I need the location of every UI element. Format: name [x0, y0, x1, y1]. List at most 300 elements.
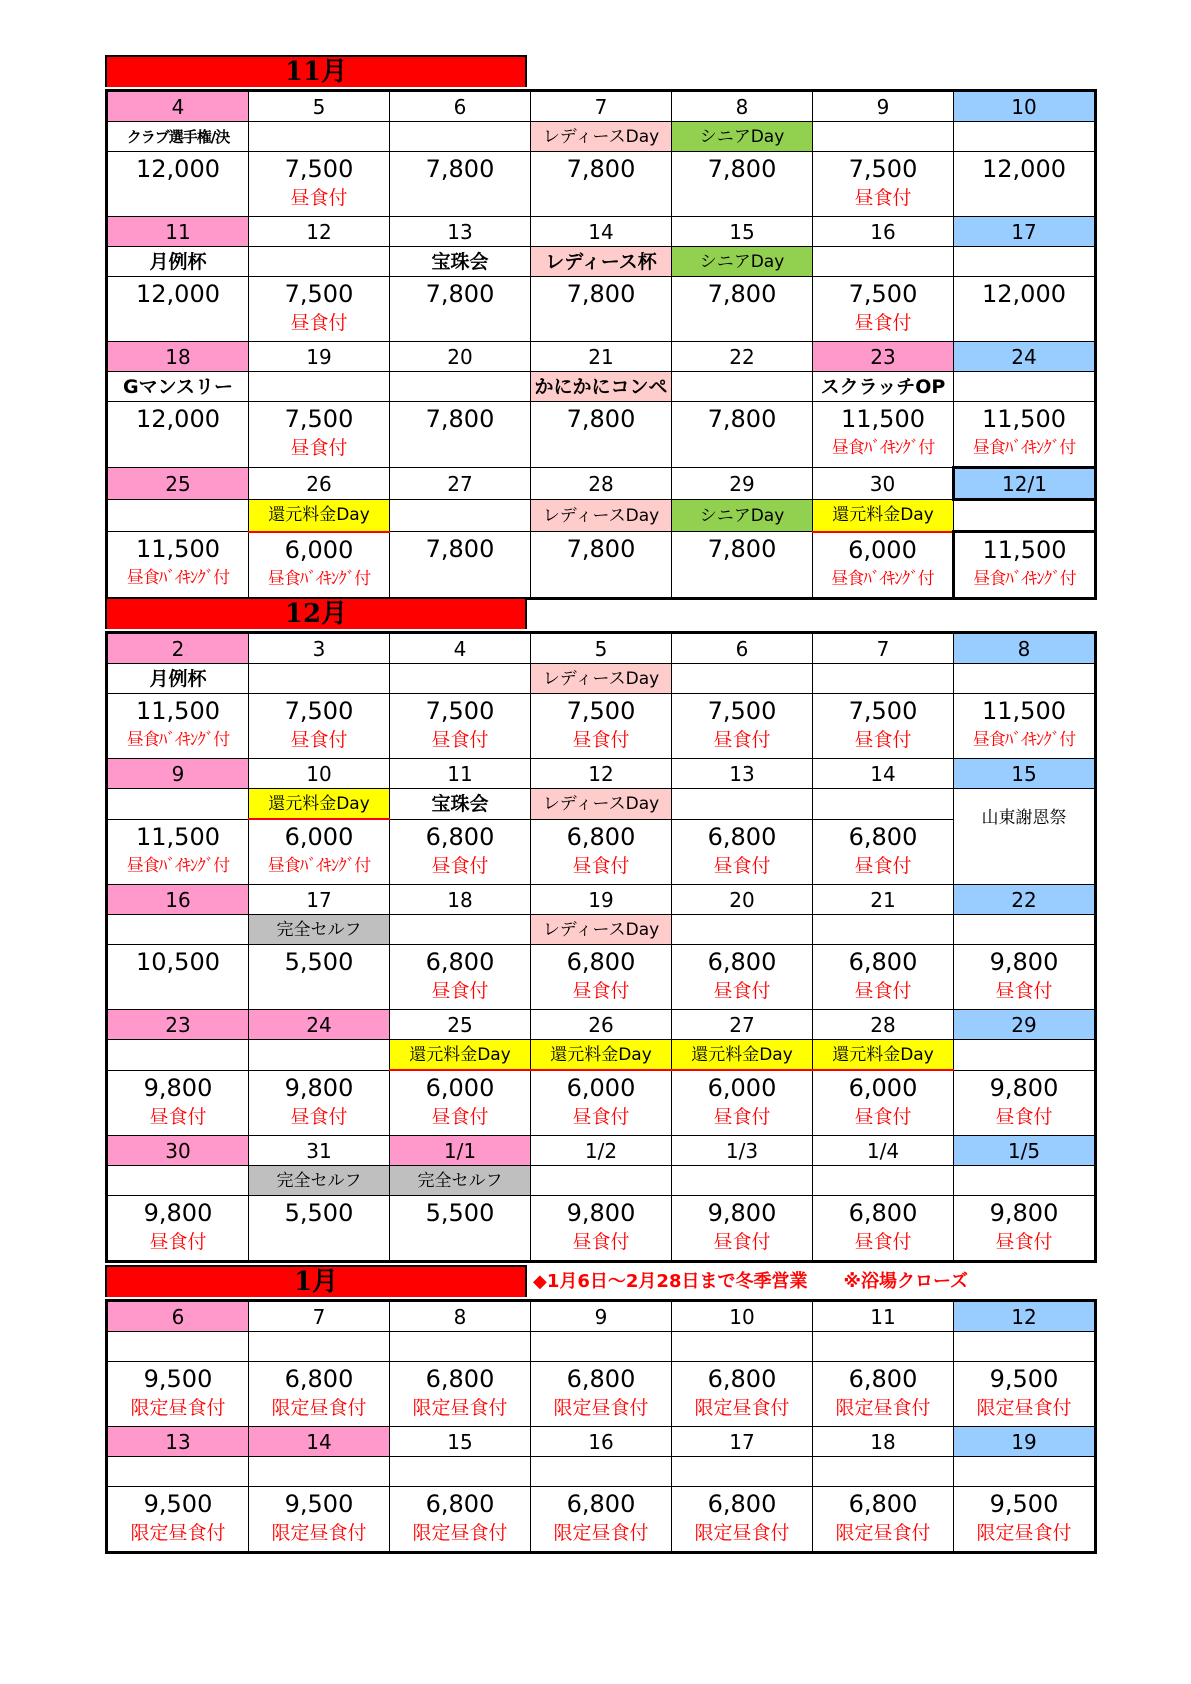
price-note: 限定昼食付 — [976, 1397, 1072, 1419]
event-cell — [390, 372, 531, 402]
event-cell — [672, 1457, 813, 1487]
price-note: 昼食ﾊﾞｲｷﾝｸﾞ付 — [126, 568, 230, 588]
event-cell — [954, 1040, 1096, 1071]
table-row — [107, 152, 1096, 217]
price-value: 6,800 — [848, 1490, 918, 1518]
event-cell: レディースDay — [531, 915, 672, 945]
price-cell — [249, 1487, 390, 1553]
event-cell — [813, 1166, 954, 1196]
price-note: 限定昼食付 — [835, 1397, 931, 1419]
event-cell: 還元料金Day — [672, 1040, 813, 1071]
date-cell: 29 — [672, 468, 813, 500]
date-cell: 6 — [107, 1301, 249, 1332]
date-cell: 28 — [813, 1010, 954, 1040]
price-note: 昼食付 — [995, 980, 1053, 1002]
table-row — [107, 1332, 1096, 1362]
price-cell — [531, 1070, 672, 1136]
event-cell — [107, 915, 249, 945]
price-cell — [813, 694, 954, 759]
price-cell — [107, 277, 249, 342]
month-header — [105, 1265, 1088, 1299]
price-value: 6,800 — [707, 1490, 777, 1518]
event-cell — [672, 1166, 813, 1196]
date-cell: 10 — [672, 1301, 813, 1332]
event-cell — [107, 500, 249, 532]
price-cell — [672, 277, 813, 342]
price-value: 6,800 — [848, 822, 918, 851]
price-cell — [390, 1196, 531, 1262]
date-cell: 7 — [249, 1301, 390, 1332]
event-cell: レディースDay — [531, 789, 672, 820]
table-row — [107, 633, 1096, 664]
price-cell — [531, 402, 672, 468]
event-cell: 完全セルフ — [249, 1166, 390, 1196]
price-value: 6,800 — [425, 1490, 495, 1518]
table-row — [107, 664, 1096, 694]
date-cell: 1/3 — [672, 1136, 813, 1166]
date-cell: 27 — [390, 468, 531, 500]
table-row — [107, 1301, 1096, 1332]
price-cell — [249, 277, 390, 342]
price-value: 7,500 — [284, 697, 354, 725]
date-cell: 2 — [107, 633, 249, 664]
table-row — [107, 1487, 1096, 1553]
date-cell: 8 — [390, 1301, 531, 1332]
price-cell — [672, 1196, 813, 1262]
table-row — [107, 247, 1096, 277]
table-row — [107, 1166, 1096, 1196]
date-cell: 30 — [107, 1136, 249, 1166]
price-value: 7,500 — [848, 697, 918, 725]
event-cell — [249, 1040, 390, 1071]
price-cell — [249, 152, 390, 217]
table-row — [107, 1070, 1096, 1136]
price-value: 7,500 — [284, 155, 354, 183]
event-cell: シニアDay — [672, 500, 813, 532]
table-row — [107, 342, 1096, 372]
price-note: 昼食付 — [995, 1231, 1053, 1253]
event-cell: クラブ選手権/決 — [107, 122, 249, 152]
date-cell: 6 — [672, 633, 813, 664]
date-cell: 1/1 — [390, 1136, 531, 1166]
date-cell: 12 — [531, 759, 672, 789]
date-cell: 16 — [813, 217, 954, 247]
calendar-table — [105, 1299, 1097, 1554]
table-row — [107, 1362, 1096, 1427]
price-value: 6,800 — [566, 1365, 636, 1393]
price-value: 7,500 — [284, 405, 354, 433]
price-cell — [249, 945, 390, 1010]
table-row — [107, 1040, 1096, 1071]
price-cell — [954, 694, 1096, 759]
date-cell: 14 — [249, 1427, 390, 1457]
price-value: 9,800 — [143, 1073, 213, 1102]
price-note: 昼食付 — [572, 729, 630, 751]
date-cell: 20 — [390, 342, 531, 372]
table-row — [107, 122, 1096, 152]
price-note: 昼食付 — [713, 1231, 771, 1253]
date-cell: 10 — [954, 91, 1096, 122]
date-cell: 24 — [249, 1010, 390, 1040]
event-cell: 還元料金Day — [249, 500, 390, 532]
price-cell — [390, 945, 531, 1010]
event-cell — [672, 1332, 813, 1362]
price-value: 9,800 — [566, 1199, 636, 1227]
price-value: 7,500 — [425, 697, 495, 725]
date-cell: 1/5 — [954, 1136, 1096, 1166]
event-cell: 還元料金Day — [813, 1040, 954, 1071]
price-cell — [672, 402, 813, 468]
date-cell: 10 — [249, 759, 390, 789]
price-note: 昼食付 — [290, 312, 348, 334]
price-note: 昼食付 — [572, 1231, 630, 1253]
price-note: 限定昼食付 — [412, 1397, 508, 1419]
price-cell — [672, 1362, 813, 1427]
price-value: 9,800 — [989, 1073, 1059, 1102]
event-cell — [954, 372, 1096, 402]
table-row — [107, 915, 1096, 945]
date-cell: 17 — [672, 1427, 813, 1457]
event-cell — [813, 915, 954, 945]
date-cell: 22 — [954, 885, 1096, 915]
price-note: 昼食ﾊﾞｲｷﾝｸﾞ付 — [972, 730, 1076, 750]
price-cell — [390, 402, 531, 468]
price-cell — [813, 1362, 954, 1427]
price-value: 6,800 — [848, 1199, 918, 1227]
table-row — [107, 372, 1096, 402]
event-cell: 還元料金Day — [390, 1040, 531, 1071]
event-cell — [954, 915, 1096, 945]
price-cell — [390, 152, 531, 217]
month-section — [105, 597, 1088, 1263]
date-cell: 16 — [531, 1427, 672, 1457]
table-row — [107, 500, 1096, 532]
price-cell — [813, 945, 954, 1010]
date-cell: 16 — [107, 885, 249, 915]
price-value: 6,800 — [284, 1365, 354, 1393]
date-cell: 4 — [107, 91, 249, 122]
price-value: 7,500 — [566, 697, 636, 725]
event-cell — [249, 1332, 390, 1362]
event-cell: 月例杯 — [107, 664, 249, 694]
date-cell: 14 — [813, 759, 954, 789]
price-value: 9,500 — [143, 1365, 213, 1393]
special-event-cell: 山東謝恩祭 — [954, 789, 1096, 885]
price-cell — [531, 532, 672, 599]
price-cell — [390, 532, 531, 599]
event-cell — [813, 1457, 954, 1487]
date-cell: 5 — [249, 91, 390, 122]
price-value: 7,800 — [425, 155, 495, 183]
price-value: 7,800 — [707, 280, 777, 308]
price-value: 6,800 — [425, 1365, 495, 1393]
price-cell — [672, 819, 813, 885]
date-cell: 1/2 — [531, 1136, 672, 1166]
event-cell — [390, 1332, 531, 1362]
price-value: 5,500 — [425, 1199, 495, 1227]
event-cell: 完全セルフ — [390, 1166, 531, 1196]
price-note: 限定昼食付 — [130, 1397, 226, 1419]
event-cell: 還元料金Day — [813, 500, 954, 532]
event-cell — [107, 1332, 249, 1362]
date-cell: 12/1 — [954, 468, 1096, 500]
table-row — [107, 885, 1096, 915]
event-cell — [107, 789, 249, 820]
price-cell — [813, 1487, 954, 1553]
month-header — [105, 55, 1088, 89]
date-cell: 15 — [672, 217, 813, 247]
price-value: 9,800 — [989, 1199, 1059, 1227]
table-row — [107, 1136, 1096, 1166]
price-value: 7,500 — [284, 280, 354, 308]
price-note: 限定昼食付 — [271, 1522, 367, 1544]
price-cell — [954, 1196, 1096, 1262]
date-cell: 21 — [531, 342, 672, 372]
event-cell — [954, 122, 1096, 152]
price-value: 6,800 — [848, 1365, 918, 1393]
price-cell — [249, 402, 390, 468]
event-cell — [954, 1457, 1096, 1487]
date-cell: 9 — [107, 759, 249, 789]
price-note: 昼食付 — [431, 729, 489, 751]
date-cell: 26 — [531, 1010, 672, 1040]
event-cell — [813, 1332, 954, 1362]
price-value: 6,800 — [566, 822, 636, 851]
event-cell — [390, 1457, 531, 1487]
price-note: 昼食付 — [854, 187, 912, 209]
event-cell — [249, 1457, 390, 1487]
event-cell — [672, 664, 813, 694]
price-value: 11,500 — [136, 822, 220, 851]
price-cell — [107, 819, 249, 885]
price-note: 限定昼食付 — [553, 1397, 649, 1419]
price-value: 10,500 — [136, 948, 220, 976]
price-note: 限定昼食付 — [835, 1522, 931, 1544]
event-cell — [672, 372, 813, 402]
event-cell — [672, 789, 813, 820]
table-row — [107, 1196, 1096, 1262]
table-row — [107, 402, 1096, 468]
price-cell — [107, 1487, 249, 1553]
price-cell — [107, 1196, 249, 1262]
price-cell — [107, 532, 249, 599]
price-note: 昼食ﾊﾞｲｷﾝｸﾞ付 — [126, 855, 230, 876]
table-row — [107, 789, 1096, 820]
price-cell — [954, 945, 1096, 1010]
price-value: 7,500 — [848, 155, 918, 183]
date-cell: 18 — [390, 885, 531, 915]
price-cell — [531, 1487, 672, 1553]
event-cell: レディースDay — [531, 122, 672, 152]
price-note: 昼食付 — [149, 1105, 207, 1128]
price-value: 12,000 — [982, 280, 1066, 308]
event-cell — [249, 664, 390, 694]
date-cell: 24 — [954, 342, 1096, 372]
event-cell — [107, 1166, 249, 1196]
month-title: 11月 — [105, 55, 527, 87]
price-note: 昼食ﾊﾞｲｷﾝｸﾞ付 — [267, 856, 371, 876]
price-cell — [390, 1362, 531, 1427]
price-value: 7,800 — [566, 405, 636, 433]
table-row — [107, 1427, 1096, 1457]
event-cell — [813, 247, 954, 277]
date-cell: 17 — [954, 217, 1096, 247]
event-cell — [390, 664, 531, 694]
date-cell: 7 — [813, 633, 954, 664]
table-row — [107, 819, 1096, 885]
price-value: 5,500 — [284, 1199, 354, 1227]
price-note: 昼食付 — [854, 312, 912, 334]
calendar-table — [105, 89, 1097, 600]
price-cell — [531, 277, 672, 342]
event-cell: シニアDay — [672, 122, 813, 152]
price-cell — [813, 1196, 954, 1262]
price-cell — [954, 402, 1096, 468]
date-cell: 8 — [672, 91, 813, 122]
event-cell — [954, 1166, 1096, 1196]
month-note: ◆1月6日～2月28日まで冬季営業 ※浴場クローズ — [533, 1271, 969, 1292]
event-cell — [954, 500, 1096, 532]
table-row — [107, 532, 1096, 599]
price-value: 6,800 — [425, 822, 495, 851]
price-value: 6,000 — [848, 1074, 918, 1102]
date-cell: 15 — [954, 759, 1096, 789]
price-cell — [813, 277, 954, 342]
price-value: 12,000 — [136, 405, 220, 433]
date-cell: 21 — [813, 885, 954, 915]
price-value: 7,800 — [425, 280, 495, 308]
calendar-table — [105, 631, 1097, 1263]
price-cell — [813, 152, 954, 217]
event-cell — [249, 122, 390, 152]
date-cell: 23 — [107, 1010, 249, 1040]
date-cell: 3 — [249, 633, 390, 664]
price-value: 11,500 — [982, 697, 1066, 725]
event-cell — [531, 1166, 672, 1196]
price-note: 昼食付 — [290, 187, 348, 209]
price-value: 7,800 — [566, 535, 636, 563]
price-cell — [813, 532, 954, 599]
date-cell: 19 — [954, 1427, 1096, 1457]
price-value: 6,000 — [707, 1074, 777, 1102]
price-value: 9,500 — [989, 1490, 1059, 1518]
date-cell: 26 — [249, 468, 390, 500]
price-value: 6,000 — [284, 535, 354, 564]
table-row — [107, 1010, 1096, 1040]
price-note: 昼食ﾊﾞｲｷﾝｸﾞ付 — [831, 438, 935, 458]
price-note: 昼食付 — [431, 1106, 489, 1128]
price-value: 6,800 — [707, 1365, 777, 1393]
date-cell: 30 — [813, 468, 954, 500]
date-cell: 11 — [390, 759, 531, 789]
event-cell — [813, 122, 954, 152]
date-cell: 28 — [531, 468, 672, 500]
price-value: 7,500 — [848, 280, 918, 308]
price-note: 昼食付 — [290, 437, 348, 459]
date-cell: 13 — [107, 1427, 249, 1457]
price-cell — [672, 945, 813, 1010]
month-title: 12月 — [105, 597, 527, 629]
date-cell: 18 — [813, 1427, 954, 1457]
price-value: 6,800 — [425, 948, 495, 976]
price-value: 6,000 — [566, 1074, 636, 1102]
price-value: 9,500 — [989, 1365, 1059, 1393]
date-cell: 27 — [672, 1010, 813, 1040]
table-row — [107, 694, 1096, 759]
price-note: 昼食付 — [854, 854, 912, 877]
event-cell — [672, 915, 813, 945]
price-cell — [954, 532, 1096, 599]
price-value: 12,000 — [136, 155, 220, 183]
table-row — [107, 217, 1096, 247]
price-cell — [672, 532, 813, 599]
price-note: 昼食付 — [149, 1231, 207, 1253]
event-cell: レディースDay — [531, 500, 672, 532]
date-cell: 9 — [531, 1301, 672, 1332]
event-cell: 月例杯 — [107, 247, 249, 277]
price-value: 7,800 — [707, 405, 777, 433]
month-title: 1月 — [105, 1265, 527, 1297]
price-note: 昼食付 — [854, 729, 912, 751]
price-cell — [107, 694, 249, 759]
month-section — [105, 55, 1088, 600]
price-note: 限定昼食付 — [553, 1522, 649, 1544]
price-value: 9,800 — [707, 1199, 777, 1227]
month-header — [105, 597, 1088, 631]
price-cell — [813, 819, 954, 885]
price-value: 6,800 — [848, 948, 918, 976]
price-value: 9,500 — [143, 1490, 213, 1518]
event-cell: 完全セルフ — [249, 915, 390, 945]
price-note: 昼食付 — [431, 854, 489, 877]
date-cell: 4 — [390, 633, 531, 664]
price-note: 昼食付 — [854, 1106, 912, 1128]
price-cell — [531, 819, 672, 885]
price-value: 7,800 — [566, 155, 636, 183]
price-value: 6,800 — [707, 948, 777, 976]
price-note: 限定昼食付 — [694, 1397, 790, 1419]
price-note: 昼食付 — [290, 1105, 348, 1128]
price-value: 11,500 — [136, 697, 220, 725]
price-cell — [107, 945, 249, 1010]
event-cell: かにかにコンペ — [531, 372, 672, 402]
price-note: 昼食ﾊﾞｲｷﾝｸﾞ付 — [972, 438, 1076, 458]
price-cell — [390, 277, 531, 342]
price-cell — [249, 1362, 390, 1427]
event-cell — [107, 1457, 249, 1487]
price-value: 11,500 — [841, 405, 925, 433]
date-cell: 7 — [531, 91, 672, 122]
price-value: 6,000 — [284, 823, 354, 851]
price-value: 6,800 — [566, 948, 636, 976]
price-cell — [531, 694, 672, 759]
event-cell — [531, 1457, 672, 1487]
date-cell: 6 — [390, 91, 531, 122]
event-cell: 還元料金Day — [531, 1040, 672, 1071]
price-value: 9,800 — [989, 948, 1059, 976]
price-cell — [813, 1070, 954, 1136]
event-cell — [107, 1040, 249, 1071]
price-note: 昼食付 — [572, 854, 630, 877]
date-cell: 19 — [531, 885, 672, 915]
table-row — [107, 91, 1096, 122]
price-value: 11,500 — [136, 535, 220, 563]
price-cell — [954, 1070, 1096, 1136]
price-value: 7,800 — [707, 155, 777, 183]
price-note: 昼食付 — [572, 980, 630, 1002]
price-cell — [249, 819, 390, 885]
event-cell — [954, 664, 1096, 694]
